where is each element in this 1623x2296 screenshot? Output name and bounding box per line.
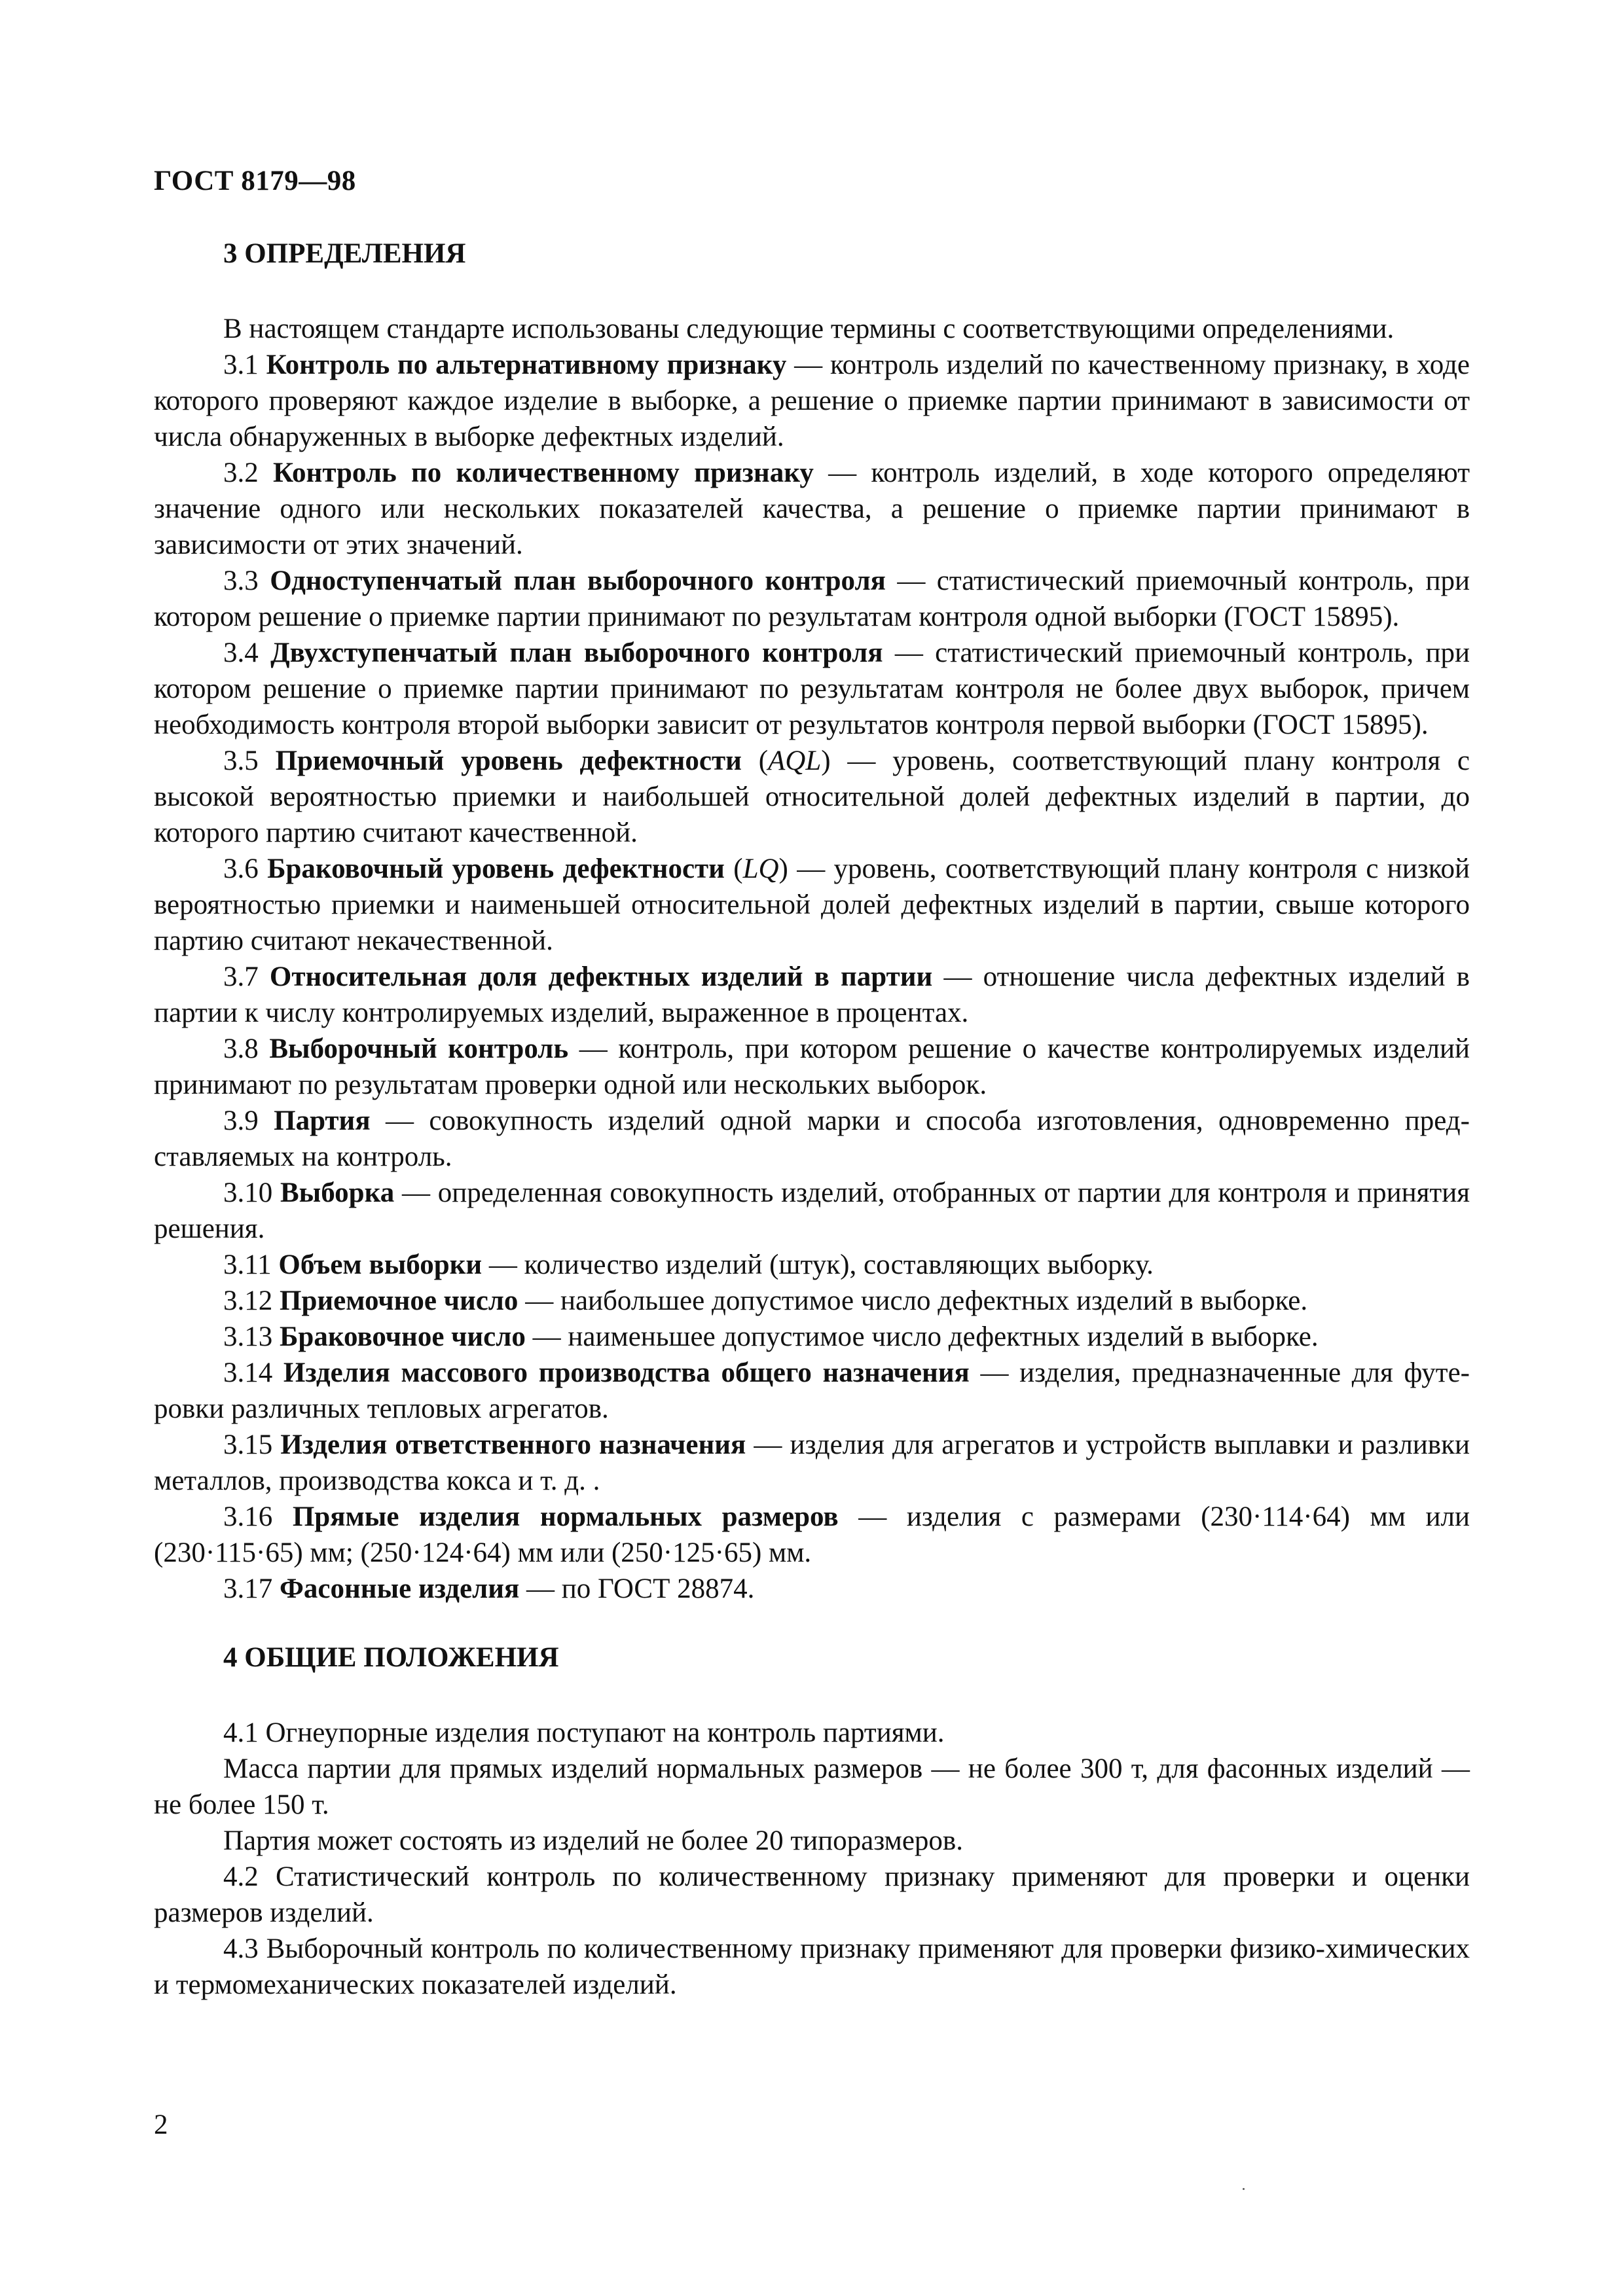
definition-term: Приемочный уровень дефектности (275, 745, 742, 776)
definition-number: 3.4 (223, 637, 271, 668)
definition-item (154, 743, 1470, 851)
definition-text: — уровень, соответствующий плану контроля с низкой вероятностью приемки и наименьшей относительной долей дефектных изделий в партии, свыше которого партию считают некачественной. (154, 853, 1470, 956)
definition-item (154, 1031, 1470, 1103)
definition-term: Приемочное число (280, 1285, 519, 1316)
provision-paragraph: 4.2 Статистический контроль по количественному признаку применяют для проверки и оценки размеров изделий. (154, 1861, 1470, 1928)
definition-term: Браковочное число (280, 1321, 526, 1352)
definition-term: Прямые изделия нормальных размеров (292, 1501, 839, 1532)
definition-item (154, 1499, 1470, 1571)
scan-speck (1243, 2188, 1245, 2190)
definition-term: Относительная доля дефектных изделий в партии (269, 961, 933, 992)
definition-number: 3.13 (223, 1321, 280, 1352)
definition-item (154, 563, 1470, 635)
definition-number: 3.2 (223, 457, 274, 488)
definition-term: Двухступенчатый план выборочного контроля (270, 637, 883, 668)
definition-number: 3.15 (223, 1429, 281, 1460)
definition-number: 3.1 (223, 350, 266, 380)
definition-term: Изделия массового производства общего назначения (283, 1357, 970, 1388)
definition-item (154, 1283, 1470, 1319)
definition-term: Одноступенчатый план выборочного контроля (270, 565, 886, 596)
provision-paragraph: 4.1 Огнеупорные изделия поступают на контроль партиями. (223, 1717, 945, 1748)
section-3-intro: В настоящем стандарте использованы следующие термины с соответствующими определениями. (223, 314, 1395, 344)
section-3-heading: 3 ОПРЕДЕЛЕНИЯ (223, 238, 466, 269)
definition-number: 3.8 (223, 1033, 270, 1064)
general-provisions-list (154, 1715, 1470, 2003)
definition-term: Партия (274, 1105, 371, 1136)
definition-text: — наибольшее допустимое число дефектных изделий в выборке. (518, 1285, 1308, 1316)
definition-text: — статистический приемочный контроль, при котором решение о приемке партии принимают по результатам контроля не более двух выборок, причем необходимость контроля второй выборки зависит от результатов контроля первой выборки (ГОСТ 15895). (154, 637, 1470, 740)
definition-term: Контроль по альтернативному признаку (266, 350, 787, 380)
abbreviation-close-paren: ) (778, 853, 788, 884)
definition-item (154, 959, 1470, 1031)
abbreviation-open-paren: ( (741, 745, 769, 776)
definition-item (154, 1571, 1470, 1607)
definition-text: — изделия, предназначенные для футеровки различных тепловых агрегатов. (154, 1357, 1470, 1424)
page-number: 2 (154, 2109, 168, 2140)
abbreviation-open-paren: ( (724, 853, 743, 884)
definition-number: 3.9 (223, 1105, 274, 1136)
definition-item (154, 1427, 1470, 1499)
definition-item (154, 635, 1470, 743)
definition-text: — количество изделий (штук), составляющих выборку. (482, 1249, 1154, 1280)
definition-text: — совокупность изделий одной марки и способа изготовления, одновременно представляемых на контроль. (154, 1105, 1470, 1172)
definition-term: Выборочный контроль (269, 1033, 569, 1064)
definition-item (154, 1319, 1470, 1355)
document-code-header: ГОСТ 8179—98 (154, 166, 356, 196)
definition-text: — по ГОСТ 28874. (519, 1573, 755, 1604)
provision-paragraph: 4.3 Выборочный контроль по количественному признаку применяют для проверки физико-химических и термомеханических показателей изделий. (154, 1933, 1470, 2000)
definition-item (154, 1247, 1470, 1283)
definition-number: 3.17 (223, 1573, 280, 1604)
definitions-list (154, 347, 1470, 1607)
definition-text: — контроль изделий, в ходе которого определяют значение одного или нескольких показателей качества, а решение о приемке партии принимают в зависимости от этих значений. (154, 457, 1470, 560)
definition-item (154, 1355, 1470, 1427)
definition-text: — контроль изделий по качественному признаку, в ходе которого проверяют каждое изделие в выборке, а решение о приемке партии принимают в зависимости от числа обнаруженных в выборке дефектных изделий. (154, 350, 1470, 452)
definition-abbreviation: AQL (768, 745, 822, 776)
definition-number: 3.14 (223, 1357, 283, 1388)
definition-term: Контроль по количественному признаку (273, 457, 814, 488)
definition-number: 3.6 (223, 853, 268, 884)
definition-number: 3.10 (223, 1177, 280, 1208)
definition-term: Изделия ответственного назначения (280, 1429, 746, 1460)
definition-text: — изделия с размерами (230·114·64) мм или (230·115·65) мм; (250·124·64) мм или (250·125·65) мм. (154, 1501, 1470, 1568)
definition-number: 3.16 (223, 1501, 293, 1532)
definition-number: 3.3 (223, 565, 270, 596)
page-body (154, 236, 1470, 2003)
definition-number: 3.12 (223, 1285, 280, 1316)
definition-text: — определенная совокупность изделий, отобранных от партии для контроля и принятия решения. (154, 1177, 1470, 1244)
definition-number: 3.5 (223, 745, 276, 776)
definition-term: Браковочный уровень дефектности (267, 853, 725, 884)
definition-abbreviation: LQ (742, 853, 779, 884)
definition-term: Фасонные изделия (280, 1573, 520, 1604)
definition-term: Объем выборки (278, 1249, 483, 1280)
definition-text: — изделия для агрегатов и устройств выплавки и разливки металлов, производства кокса и т. д. . (154, 1429, 1470, 1496)
abbreviation-close-paren: ) (821, 745, 831, 776)
definition-item (154, 347, 1470, 455)
definition-text: — уровень, соответствующий плану контроля с высокой вероятностью приемки и наибольшей относительной долей дефектных изделий в партии, до которого партию считают качественной. (154, 745, 1470, 848)
definition-item (154, 1103, 1470, 1175)
definition-text: — отношение числа дефектных изделий в партии к числу контролируемых изделий, выраженное в процентах. (154, 961, 1470, 1028)
definition-text: — статистический приемочный контроль, при котором решение о приемке партии принимают по результатам контроля одной выборки (ГОСТ 15895). (154, 565, 1470, 632)
section-4-heading: 4 ОБЩИЕ ПОЛОЖЕНИЯ (223, 1642, 559, 1673)
definition-text: — контроль, при котором решение о качестве контролируемых изделий принимают по результатам проверки одной или нескольких выборок. (154, 1033, 1470, 1100)
definition-number: 3.11 (223, 1249, 279, 1280)
definition-item (154, 455, 1470, 563)
definition-item (154, 851, 1470, 959)
definition-number: 3.7 (223, 961, 270, 992)
definition-term: Выборка (280, 1177, 395, 1208)
definition-item (154, 1175, 1470, 1247)
provision-paragraph: Масса партии для прямых изделий нормальных размеров — не более 300 т, для фасонных изделий — не более 150 т. (154, 1753, 1470, 1820)
definition-text: — наименьшее допустимое число дефектных изделий в выборке. (525, 1321, 1319, 1352)
provision-paragraph: Партия может состоять из изделий не более 20 типоразмеров. (223, 1825, 963, 1856)
